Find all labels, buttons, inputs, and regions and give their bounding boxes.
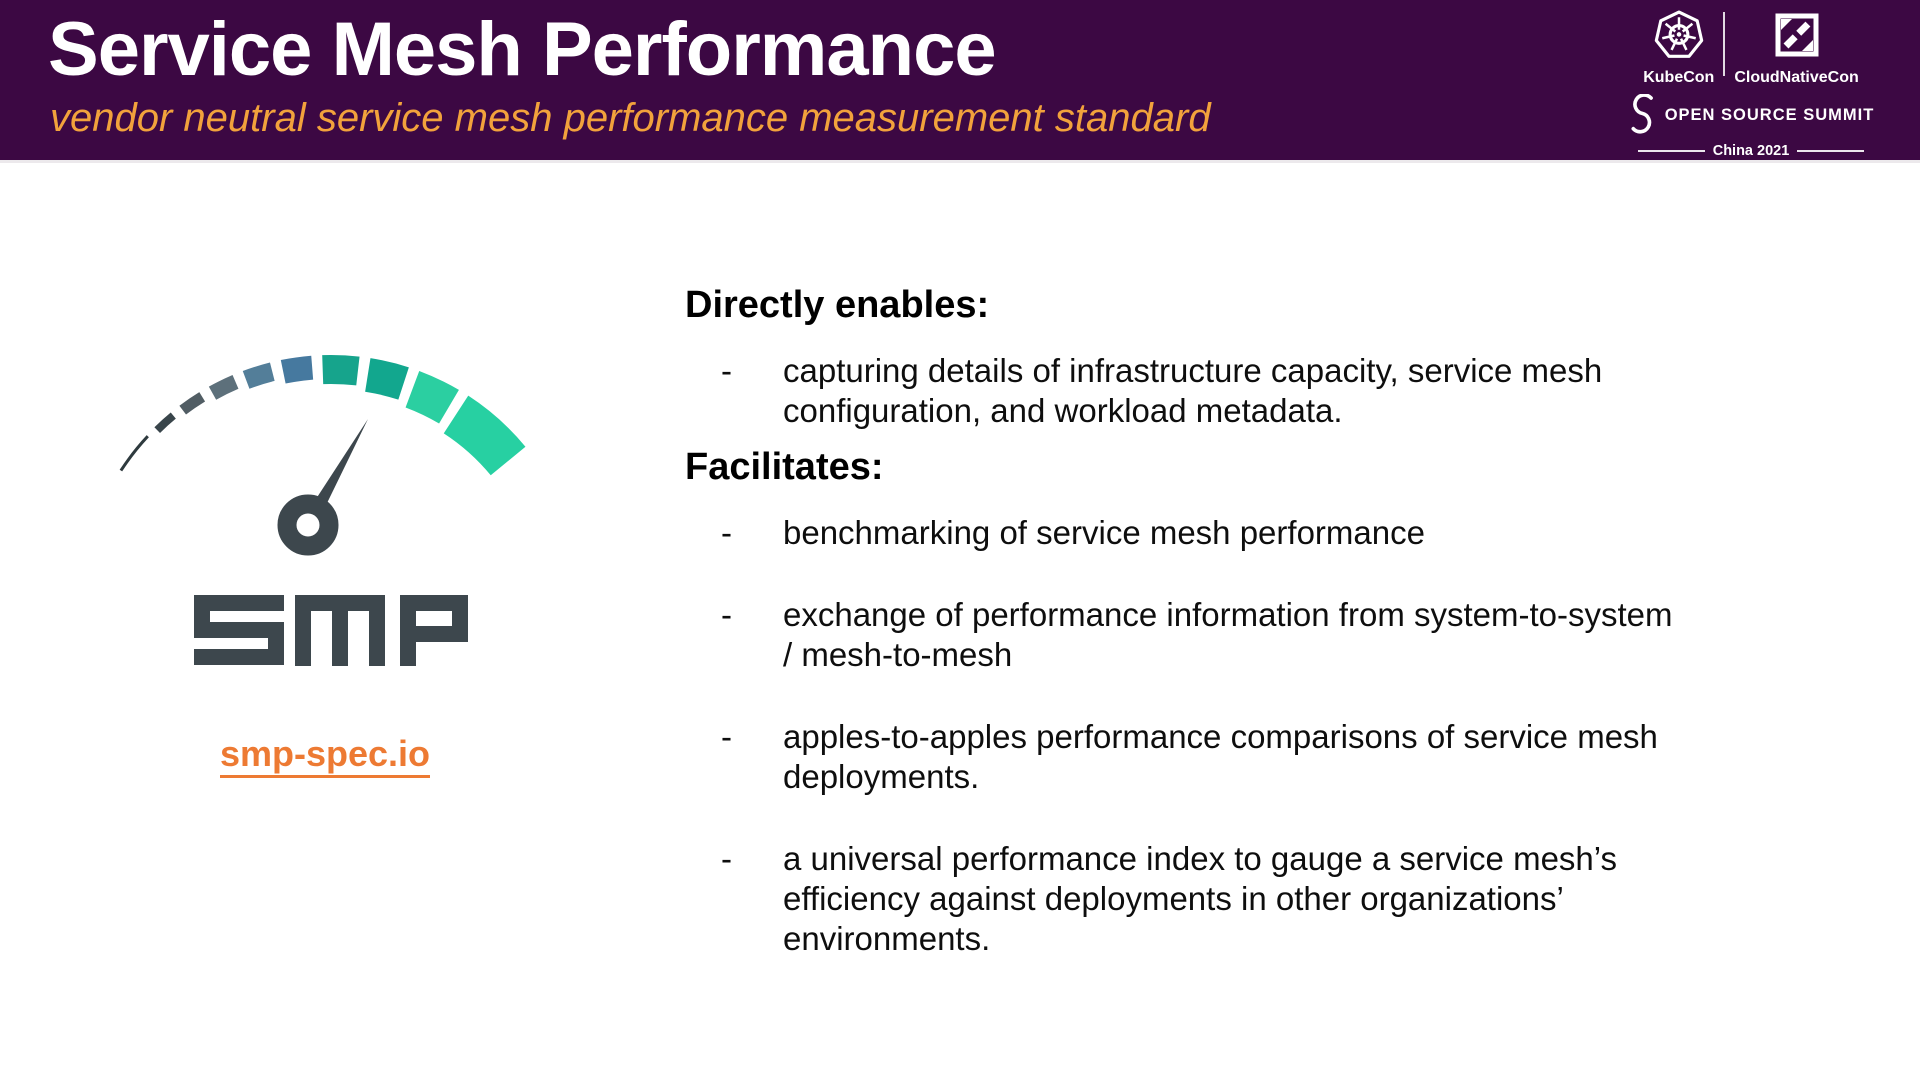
bullet-item [685, 595, 1865, 675]
kubecon-label: KubeCon [1643, 69, 1715, 86]
event-location-row [1638, 143, 1864, 159]
gauge-arc-segments [121, 368, 508, 471]
bullet-line: benchmarking of service mesh performance [783, 514, 1425, 551]
cloudnativecon-logo [1734, 10, 1858, 87]
event-badge [1638, 10, 1875, 159]
conference-logos-row [1643, 10, 1859, 87]
section-heading: Facilitates: [685, 446, 884, 488]
bullet-item [685, 513, 1865, 553]
smp-spec-link[interactable]: smp-spec.io [220, 733, 430, 778]
bullet-item [685, 351, 1865, 431]
badge-divider [1723, 12, 1725, 76]
open-source-summit-icon [1628, 94, 1658, 136]
bullet-line: / mesh-to-mesh [783, 636, 1013, 673]
event-location-label: China 2021 [1712, 143, 1790, 159]
bullet-dash: - [721, 352, 732, 389]
kubecon-logo [1643, 10, 1714, 87]
section-facilitates [685, 445, 1865, 959]
bullet-dash: - [721, 596, 732, 633]
bullet-dash: - [721, 840, 732, 877]
bullet-line: exchange of performance information from system-to-system [783, 596, 1673, 633]
bullet-line: apples-to-apples performance comparisons of service mesh [783, 718, 1658, 755]
cloudnativecon-icon [1773, 10, 1821, 62]
bullet-item [685, 839, 1865, 959]
bullet-line: capturing details of infrastructure capacity, service mesh [783, 352, 1603, 389]
left-rule [1638, 150, 1705, 152]
section-heading: Directly enables: [685, 284, 990, 326]
bullet-dash: - [721, 718, 732, 755]
open-source-summit-label: OPEN SOURCE SUMMIT [1664, 105, 1875, 124]
slide-title: Service Mesh Performance [48, 7, 996, 92]
kubecon-helm-icon [1654, 10, 1704, 62]
open-source-summit-row [1628, 94, 1875, 136]
smp-wordmark [194, 603, 460, 666]
cloudnativecon-label: CloudNativeCon [1734, 69, 1859, 86]
bullet-line: configuration, and workload metadata. [783, 392, 1343, 429]
gauge-hub [287, 504, 329, 546]
slide-subtitle: vendor neutral service mesh performance measurement standard [50, 96, 1211, 140]
header-banner [0, 0, 1920, 163]
smp-logo [105, 285, 545, 690]
smp-link-row [105, 733, 545, 775]
bullet-dash: - [721, 514, 732, 551]
section-directly-enables [685, 283, 1865, 431]
bullet-line: environments. [783, 920, 991, 957]
bullet-line: deployments. [783, 758, 980, 795]
content-column [685, 283, 1865, 959]
right-rule [1797, 150, 1864, 152]
bullet-line: efficiency against deployments in other organizations’ [783, 880, 1564, 917]
bullet-item [685, 717, 1865, 797]
bullet-line: a universal performance index to gauge a service mesh’s [783, 840, 1618, 877]
